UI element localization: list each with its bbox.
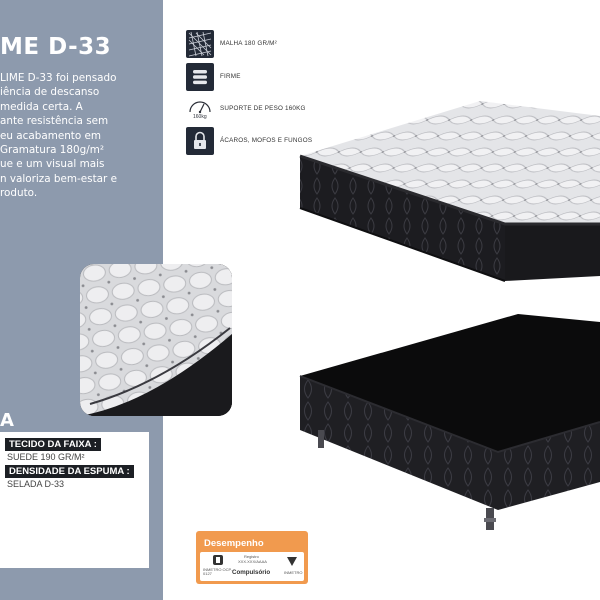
description-line: iência de descanso [0, 86, 100, 99]
description-line: eu acabamento em [0, 129, 102, 142]
description-line: ante resistência sem [0, 115, 109, 128]
mesh-fabric-icon [186, 30, 214, 58]
product-description [0, 71, 162, 201]
spec-value-foam: SELADA D-33 [7, 479, 65, 489]
description-line: LIME D-33 foi pensado [0, 72, 117, 84]
description-line: ue e um visual mais [0, 158, 105, 171]
description-line: n valoriza bem-estar e [0, 172, 118, 185]
firmness-layers-icon [186, 63, 214, 91]
bed-base-image [298, 312, 600, 532]
spec-value-fabric: SUEDE 190 GR/M² [7, 452, 85, 462]
feature-label: SUPORTE DE PESO 160KG [220, 105, 306, 112]
seal-registro: Registro [244, 554, 259, 559]
description-line: Gramatura 180g/m² [0, 144, 104, 157]
mattress-image [290, 96, 600, 286]
padlock-icon [186, 127, 214, 155]
spec-label-foam: DENSIDADE DA ESPUMA : [5, 465, 134, 478]
badge-title: Desempenho [204, 538, 264, 549]
feature-label: MALHA 180 GR/M² [220, 40, 277, 47]
spec-label-fabric: TECIDO DA FAIXA : [5, 438, 101, 451]
certification-seal [200, 552, 304, 581]
feature-label: FIRME [220, 73, 241, 80]
description-line: roduto. [0, 187, 38, 200]
seal-compulsory: Compulsório [232, 569, 271, 576]
inmetro-logo-icon [212, 554, 224, 566]
seal-number: XXX.XXX/AAAA [238, 559, 267, 564]
seal-right-text: INMETRO [284, 570, 303, 575]
product-title: ME D-33 [0, 34, 112, 60]
section-heading: A [0, 410, 14, 431]
weight-gauge-text: 160kg [193, 114, 207, 120]
performance-badge [196, 531, 308, 584]
inmetro-mark-icon [286, 555, 298, 567]
weight-gauge-icon [186, 95, 214, 123]
seal-left-text: INMETRO OCP-0127 [203, 567, 233, 577]
feature-label: ÁCAROS, MOFOS E FUNGOS [220, 137, 313, 144]
description-line: medida certa. A [0, 100, 83, 113]
specs-panel [0, 432, 149, 568]
quilted-top-closeup-image [80, 264, 232, 416]
